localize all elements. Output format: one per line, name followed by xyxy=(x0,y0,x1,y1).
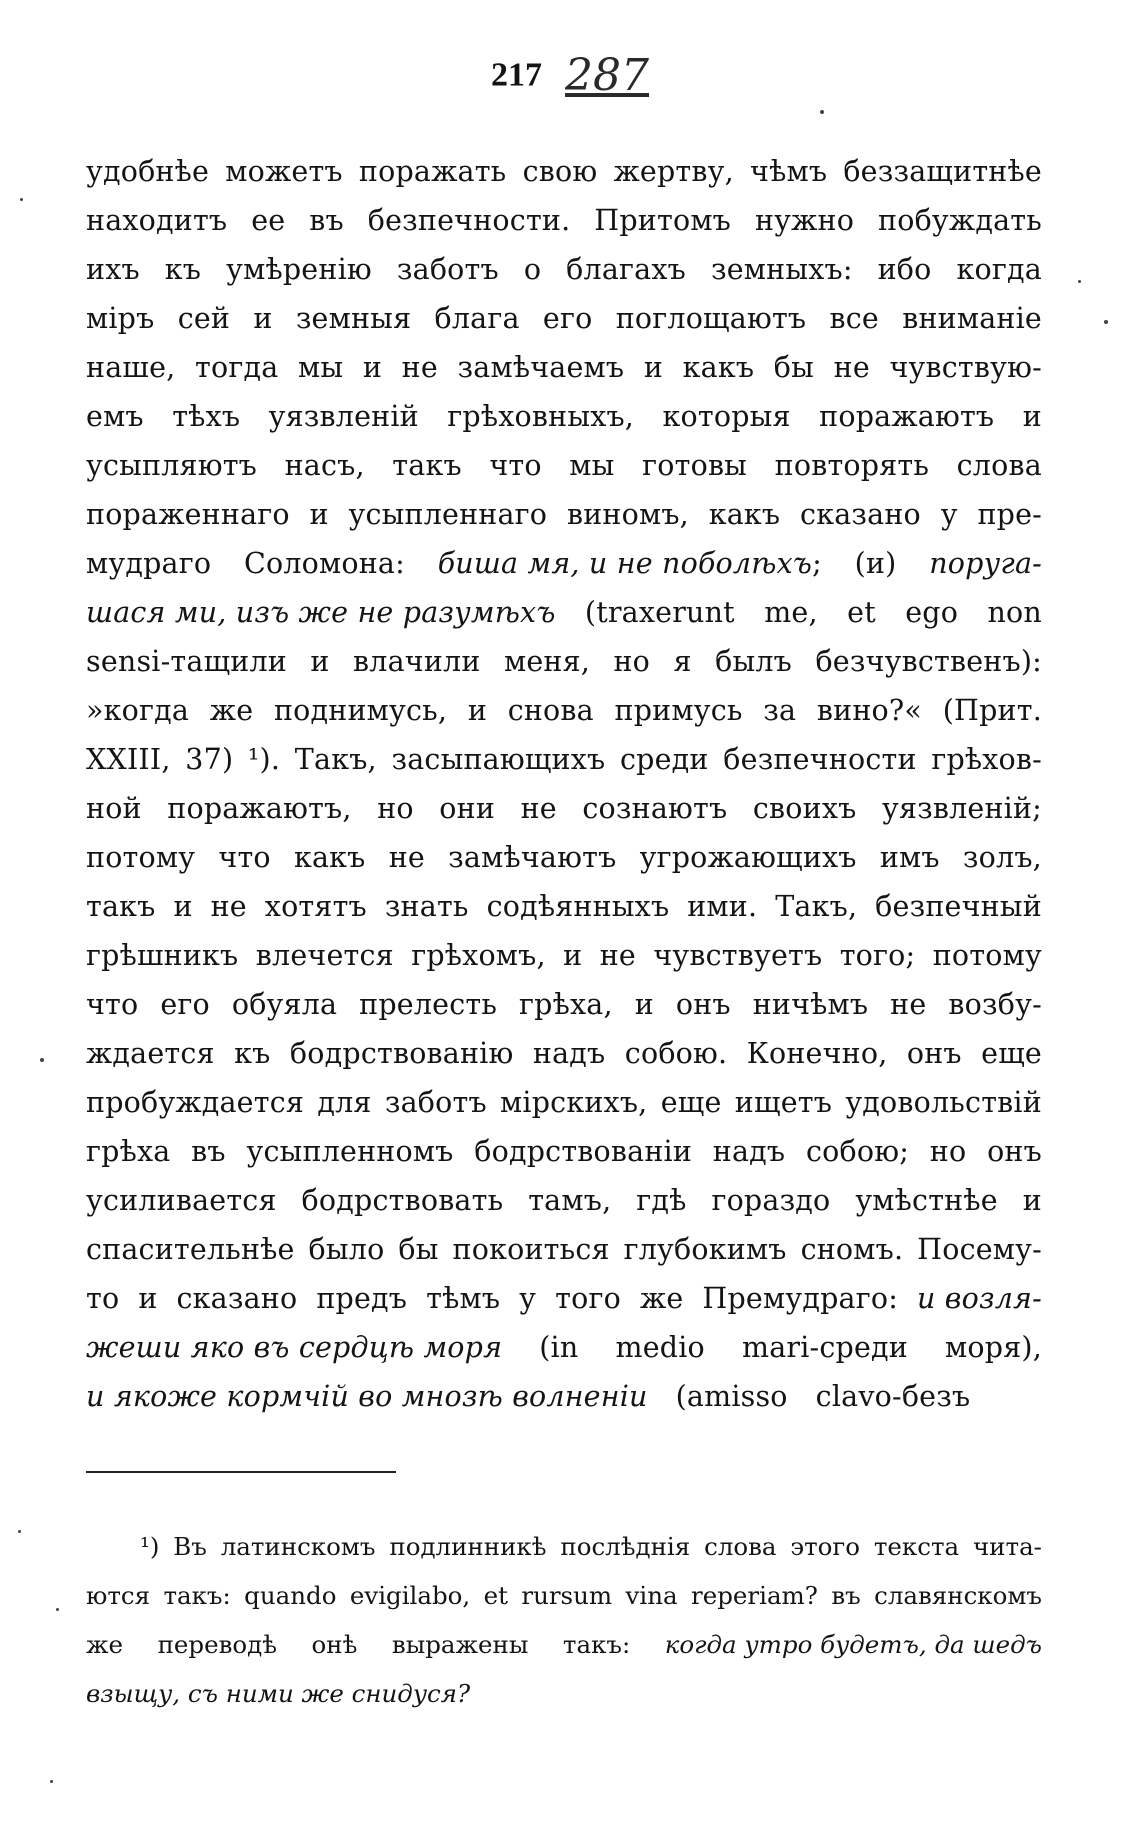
page-number: 217 xyxy=(490,56,542,94)
text-line xyxy=(86,343,1042,392)
word: повторять xyxy=(774,449,930,482)
word: reperiam? xyxy=(691,1581,818,1610)
word: они xyxy=(439,792,496,825)
footnote-line xyxy=(86,1571,1042,1620)
word: безпечности. xyxy=(367,204,571,237)
word: о xyxy=(523,253,542,286)
word: жеши яко въ сердцѣ моря xyxy=(86,1331,503,1364)
word: сей xyxy=(177,302,231,335)
word: было xyxy=(308,1233,385,1266)
word: удобнѣе xyxy=(86,155,210,188)
word: и xyxy=(467,694,488,727)
word: примусь xyxy=(614,694,743,727)
word: сознаютъ xyxy=(582,792,728,825)
word: въ xyxy=(831,1581,861,1610)
word: и xyxy=(1022,1184,1042,1217)
paper-speck xyxy=(820,110,824,114)
word: находитъ xyxy=(86,204,228,237)
word: поглощаютъ xyxy=(615,302,807,335)
word: ¹). xyxy=(247,743,281,776)
word: не xyxy=(833,351,870,384)
word: пробуждается xyxy=(86,1086,305,1119)
word: (и) xyxy=(854,547,897,580)
word: влечется xyxy=(255,939,394,972)
word: безчувственъ): xyxy=(815,645,1042,678)
word: бодрствованію xyxy=(289,1037,514,1070)
word: еще xyxy=(981,1037,1042,1070)
word: и xyxy=(634,988,654,1021)
word: такъ xyxy=(392,449,462,482)
word: биша мя, и не поболѣхъ; xyxy=(437,547,822,580)
word: что xyxy=(86,988,139,1021)
text-line xyxy=(86,931,1042,980)
word: его xyxy=(160,988,210,1021)
text-line xyxy=(86,490,1042,539)
word: ими. xyxy=(687,890,758,923)
word: ничѣмъ xyxy=(752,988,869,1021)
text-line xyxy=(86,1372,1042,1421)
word: вниманіе xyxy=(902,302,1042,335)
word: безпечный xyxy=(875,890,1042,923)
word: къ xyxy=(234,1037,271,1070)
word: и xyxy=(310,645,330,678)
text-line xyxy=(86,980,1042,1029)
word: угрожающихъ xyxy=(639,841,857,874)
paper-speck xyxy=(56,1608,59,1611)
word: потому xyxy=(932,939,1042,972)
word: въ xyxy=(191,1135,226,1168)
word: бы xyxy=(773,351,815,384)
word: все xyxy=(829,302,879,335)
word: шася ми, изъ же не разумѣхъ xyxy=(86,596,556,629)
word: усыпляютъ xyxy=(86,449,258,482)
word: и якоже кормчій во мнозѣ волненіи xyxy=(86,1380,648,1413)
word: rursum xyxy=(521,1581,613,1610)
word: виномъ, xyxy=(566,498,689,531)
word: собою. xyxy=(624,1037,728,1070)
text-line xyxy=(86,1176,1042,1225)
word: но xyxy=(929,1135,967,1168)
text-line xyxy=(86,196,1042,245)
text-line xyxy=(86,539,1042,588)
word: но xyxy=(377,792,414,825)
word: наше, xyxy=(86,351,176,384)
word: выражены xyxy=(391,1630,529,1659)
word: спасительнѣе xyxy=(86,1233,295,1266)
word: блага xyxy=(434,302,520,335)
word: заботъ xyxy=(384,1086,487,1119)
word: переводѣ xyxy=(157,1630,277,1659)
word: ищетъ xyxy=(734,1086,833,1119)
handwritten-page-number: 287 xyxy=(565,50,650,101)
word: et xyxy=(483,1581,508,1610)
word: поднимусь, xyxy=(273,694,448,727)
word: возбу- xyxy=(948,988,1042,1021)
footnote xyxy=(86,1522,1042,1718)
word: (amisso xyxy=(675,1380,788,1413)
word: чувствуетъ xyxy=(653,939,823,972)
word: ибо xyxy=(877,253,932,286)
word: засыпающихъ xyxy=(391,743,606,776)
word: грѣхов- xyxy=(931,743,1042,776)
word: къ xyxy=(164,253,202,286)
text-line xyxy=(86,882,1042,931)
word: тогда xyxy=(195,351,279,384)
paper-speck xyxy=(20,198,23,201)
text-line xyxy=(86,1127,1042,1176)
paper-speck xyxy=(18,1530,21,1533)
text-line xyxy=(86,1274,1042,1323)
word: мы xyxy=(569,449,615,482)
word: которыя xyxy=(662,400,791,433)
word: уязвленій; xyxy=(881,792,1042,825)
word: и xyxy=(309,498,329,531)
word: обуяла xyxy=(231,988,338,1021)
word: прелесть xyxy=(359,988,498,1021)
word: medio xyxy=(615,1331,705,1364)
word: гдѣ xyxy=(636,1184,687,1217)
page-header xyxy=(0,50,1140,110)
word: вино?« xyxy=(816,694,923,727)
word: еще xyxy=(660,1086,722,1119)
word: бы xyxy=(398,1233,439,1266)
word: (in xyxy=(539,1331,579,1364)
text-line xyxy=(86,441,1042,490)
word: бодрствовать xyxy=(301,1184,504,1217)
text-line xyxy=(86,1225,1042,1274)
word: мудраго xyxy=(86,547,212,580)
word: ются xyxy=(86,1581,151,1610)
word: уязвленій xyxy=(268,400,419,433)
word: (Прит. xyxy=(942,694,1042,727)
text-line xyxy=(86,1078,1042,1127)
word: золъ, xyxy=(962,841,1042,874)
word: замѣчаемъ xyxy=(457,351,625,384)
word: Такъ, xyxy=(775,890,858,923)
text-line xyxy=(86,637,1042,686)
text-line xyxy=(86,147,1042,196)
word: взыщу, съ ними же снидуся? xyxy=(86,1679,471,1708)
word: грѣха, xyxy=(519,988,613,1021)
word: среди xyxy=(620,743,709,776)
word: поражаютъ, xyxy=(167,792,352,825)
word: покоиться xyxy=(452,1233,610,1266)
word: evigilabo, xyxy=(349,1581,471,1610)
word: и xyxy=(173,890,193,923)
word: бодрствованіи xyxy=(474,1135,693,1168)
word: хотятъ xyxy=(264,890,367,923)
paper-speck xyxy=(1078,280,1081,283)
word: не xyxy=(520,792,557,825)
word: послѣднія xyxy=(560,1532,691,1561)
footnote-line xyxy=(86,1620,1042,1669)
word: clavo-безъ xyxy=(815,1380,971,1413)
word: для xyxy=(317,1086,372,1119)
word: sensi-тащили xyxy=(86,645,287,678)
word: беззащитнѣе xyxy=(843,155,1042,188)
word: что xyxy=(489,449,542,482)
word: же xyxy=(639,1282,684,1315)
word: (traxerunt xyxy=(584,596,735,629)
word: когда утро будетъ, да шедъ xyxy=(664,1630,1042,1659)
word: такъ: xyxy=(562,1630,631,1659)
word: меня, xyxy=(503,645,591,678)
word: me, xyxy=(764,596,818,629)
word: и xyxy=(253,302,273,335)
text-line xyxy=(86,833,1042,882)
word: слова xyxy=(956,449,1042,482)
word: знать xyxy=(384,890,469,923)
word: онъ xyxy=(675,988,731,1021)
word: Притомъ xyxy=(594,204,732,237)
word: Въ xyxy=(173,1532,207,1561)
text-line xyxy=(86,784,1042,833)
word: ждается xyxy=(86,1037,215,1070)
word: грѣха xyxy=(86,1135,171,1168)
word: текста xyxy=(873,1532,960,1561)
word: чѣмъ xyxy=(750,155,828,188)
word: у xyxy=(940,498,958,531)
footnote-line xyxy=(86,1522,1042,1571)
word: емъ xyxy=(86,400,144,433)
word: глубокимъ xyxy=(623,1233,787,1266)
word: и xyxy=(362,351,383,384)
word: и xyxy=(563,939,583,972)
word: удовольствій xyxy=(845,1086,1042,1119)
word: ego xyxy=(905,596,959,629)
word: моря), xyxy=(945,1331,1042,1364)
paper-speck xyxy=(40,1058,44,1062)
word: грѣховныхъ, xyxy=(447,400,635,433)
word: грѣшникъ xyxy=(86,939,239,972)
word: онѣ xyxy=(311,1630,358,1659)
word: какъ xyxy=(682,351,755,384)
word: надъ xyxy=(712,1135,786,1168)
word: мы xyxy=(298,351,344,384)
word: 37) xyxy=(185,743,234,776)
text-line xyxy=(86,686,1042,735)
word: усыпленномъ xyxy=(246,1135,454,1168)
word: »когда xyxy=(86,694,190,727)
word: можетъ xyxy=(225,155,343,188)
word: Конечно, xyxy=(746,1037,888,1070)
text-line xyxy=(86,1029,1042,1078)
text-line xyxy=(86,588,1042,637)
word: благахъ xyxy=(566,253,686,286)
word: того; xyxy=(839,939,916,972)
word: гораздо xyxy=(711,1184,831,1217)
word: онъ xyxy=(987,1135,1042,1168)
word: quando xyxy=(244,1581,337,1610)
word: умѣстнѣе xyxy=(855,1184,998,1217)
word: славянскомъ xyxy=(874,1581,1042,1610)
word: заботъ xyxy=(396,253,499,286)
word: его xyxy=(542,302,593,335)
word: содѣянныхъ xyxy=(486,890,670,923)
word: поражать xyxy=(358,155,507,188)
text-line xyxy=(86,735,1042,784)
word: надъ xyxy=(532,1037,606,1070)
word: я xyxy=(673,645,692,678)
word: такъ: xyxy=(163,1581,231,1610)
word: но xyxy=(613,645,651,678)
word: влачили xyxy=(353,645,481,678)
word: не xyxy=(388,841,425,874)
word: Премудраго: xyxy=(702,1282,898,1315)
word: что xyxy=(218,841,271,874)
word: тамъ, xyxy=(528,1184,612,1217)
word: и xyxy=(1022,400,1042,433)
word: пре- xyxy=(977,498,1042,531)
word: своихъ xyxy=(752,792,857,825)
text-line xyxy=(86,245,1042,294)
word: предъ xyxy=(316,1282,408,1315)
word: усыпленнаго xyxy=(348,498,548,531)
word: ¹) xyxy=(140,1532,160,1561)
word: готовы xyxy=(642,449,748,482)
word: mari-среди xyxy=(741,1331,908,1364)
text-line xyxy=(86,1323,1042,1372)
word: non xyxy=(987,596,1042,629)
word: какъ xyxy=(293,841,366,874)
word: грѣхомъ, xyxy=(411,939,546,972)
main-text xyxy=(86,147,1042,1421)
paper-speck xyxy=(50,1780,53,1783)
word: безпечности xyxy=(723,743,917,776)
word: ее xyxy=(251,204,286,237)
word: et xyxy=(847,596,876,629)
footnote-divider xyxy=(86,1471,396,1473)
word: свою xyxy=(522,155,598,188)
word: за xyxy=(763,694,797,727)
word: побуждать xyxy=(878,204,1042,237)
word: и xyxy=(138,1282,158,1315)
word: ихъ xyxy=(86,253,140,286)
word: Соломона: xyxy=(243,547,405,580)
word: сказано xyxy=(176,1282,298,1315)
word: былъ xyxy=(715,645,792,678)
word: у xyxy=(519,1282,537,1315)
word: не xyxy=(210,890,247,923)
word: такъ xyxy=(86,890,156,923)
word: снова xyxy=(507,694,594,727)
word: и xyxy=(643,351,664,384)
word: ной xyxy=(86,792,142,825)
text-line xyxy=(86,392,1042,441)
word: умѣренію xyxy=(226,253,372,286)
word: нужно xyxy=(754,204,855,237)
word: Посему- xyxy=(917,1233,1042,1266)
word: собою; xyxy=(805,1135,910,1168)
word: не xyxy=(890,988,927,1021)
word: какъ xyxy=(708,498,781,531)
word: слова xyxy=(704,1532,777,1561)
word: этого xyxy=(790,1532,861,1561)
word: того xyxy=(555,1282,621,1315)
word: vina xyxy=(625,1581,678,1610)
word: XXIII, xyxy=(86,743,171,776)
word: чувствую- xyxy=(889,351,1042,384)
word: латинскомъ xyxy=(220,1532,376,1561)
word: міръ xyxy=(86,302,155,335)
word: тѣмъ xyxy=(426,1282,501,1315)
word: и возля- xyxy=(916,1282,1042,1315)
word: сказано xyxy=(800,498,921,531)
word: онъ xyxy=(906,1037,962,1070)
word: поражаютъ xyxy=(819,400,995,433)
word: тѣхъ xyxy=(172,400,241,433)
footnote-line xyxy=(86,1669,1042,1718)
word: чита- xyxy=(972,1532,1042,1561)
word: пораженнаго xyxy=(86,498,290,531)
word: жертву, xyxy=(613,155,734,188)
word: мірскихъ, xyxy=(500,1086,648,1119)
word: Такъ, xyxy=(294,743,377,776)
word: же xyxy=(209,694,254,727)
paper-speck xyxy=(1104,320,1108,324)
word: потому xyxy=(86,841,196,874)
text-line xyxy=(86,294,1042,343)
word: же xyxy=(86,1630,124,1659)
word: не xyxy=(401,351,438,384)
word: замѣчаютъ xyxy=(448,841,617,874)
word: усиливается xyxy=(86,1184,277,1217)
word: когда xyxy=(956,253,1042,286)
word: насъ, xyxy=(284,449,365,482)
word: подлинникѣ xyxy=(389,1532,547,1561)
word: то xyxy=(86,1282,120,1315)
word: земныя xyxy=(295,302,412,335)
word: не xyxy=(599,939,636,972)
word: земныхъ: xyxy=(710,253,853,286)
word: въ xyxy=(309,204,344,237)
word: имъ xyxy=(879,841,940,874)
word: сномъ. xyxy=(800,1233,904,1266)
word: поруга- xyxy=(929,547,1042,580)
